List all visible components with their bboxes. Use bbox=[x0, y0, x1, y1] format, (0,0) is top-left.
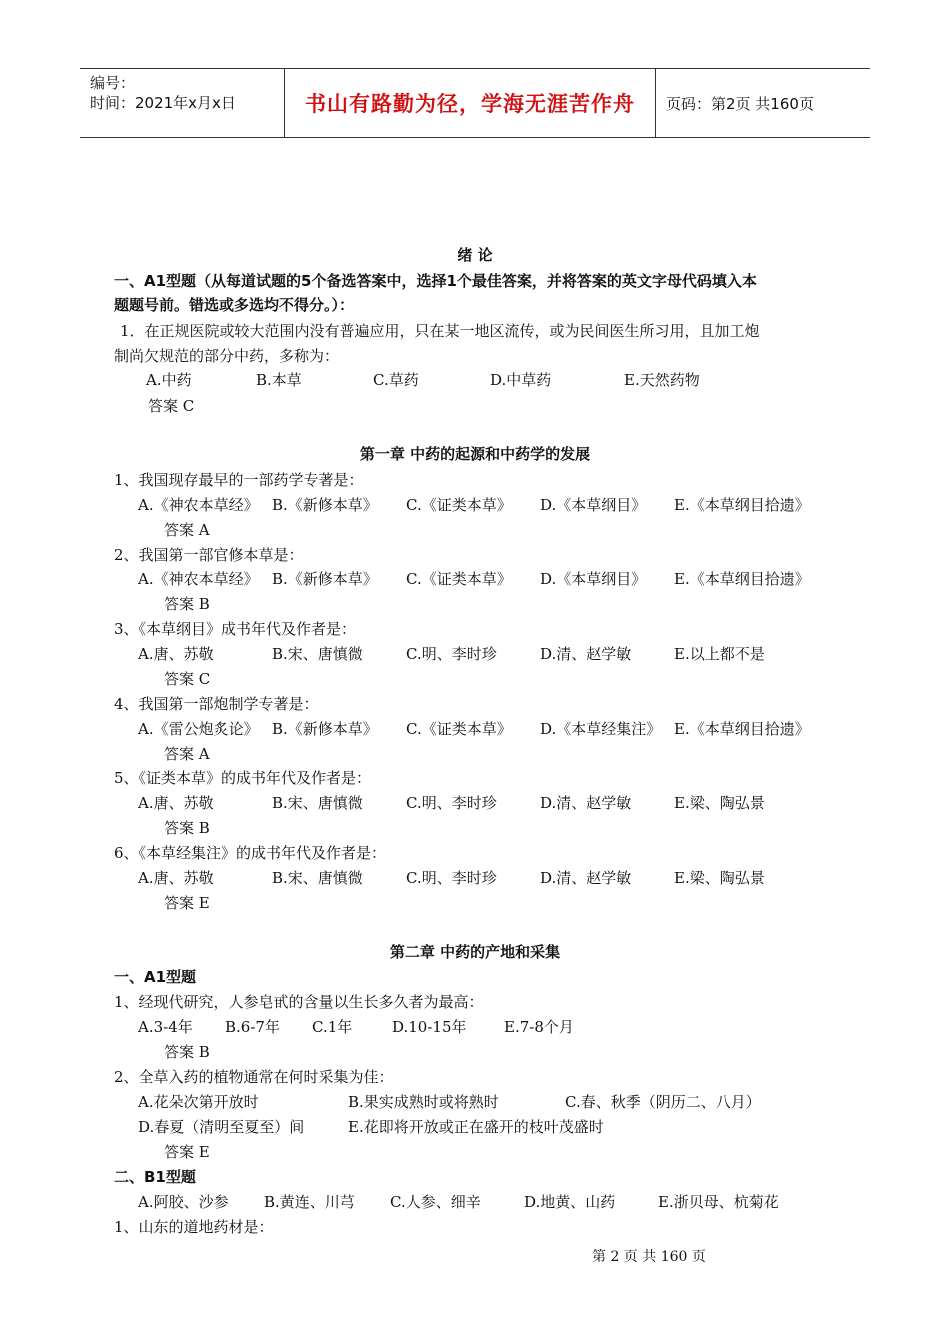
option: A.唐、苏敬 bbox=[138, 869, 214, 887]
option: B.《新修本草》 bbox=[272, 720, 378, 738]
question-stem: 1、经现代研究，人参皂甙的含量以生长多久者为最高： bbox=[114, 993, 484, 1011]
option: B.本草 bbox=[256, 371, 302, 389]
option: C.草药 bbox=[373, 371, 419, 389]
option: B.宋、唐慎微 bbox=[272, 645, 363, 663]
option: D.《本草纲目》 bbox=[540, 570, 647, 588]
intro-q1-line2: 制尚欠规范的部分中药，多称为： bbox=[114, 347, 340, 365]
option: C.《证类本草》 bbox=[406, 496, 512, 514]
option: C.1年 bbox=[312, 1018, 353, 1036]
option: E.以上都不是 bbox=[674, 645, 765, 663]
answer: 答案 B bbox=[164, 1043, 210, 1061]
option: E.《本草纲目拾遗》 bbox=[674, 720, 810, 738]
intro-title: 绪 论 bbox=[457, 246, 493, 264]
option: A.唐、苏敬 bbox=[138, 645, 214, 663]
option: A.唐、苏敬 bbox=[138, 794, 214, 812]
option: A.阿胶、沙参 bbox=[138, 1193, 229, 1211]
option: B.6-7年 bbox=[225, 1018, 280, 1036]
option: D.清、赵学敏 bbox=[540, 645, 632, 663]
option: D.10-15年 bbox=[392, 1018, 467, 1036]
intro-section: 一、A1型题（从每道试题的5个备选答案中，选择1个最佳答案，并将答案的英文字母代码填入本 bbox=[114, 272, 757, 290]
question-stem: 1、山东的道地药材是： bbox=[114, 1218, 274, 1236]
number-label: 编号： bbox=[90, 74, 136, 92]
option: D.春夏（清明至夏至）间 bbox=[138, 1118, 305, 1136]
option: E.浙贝母、杭菊花 bbox=[658, 1193, 779, 1211]
answer: 答案 B bbox=[164, 595, 210, 613]
header-motto: 书山有路勤为径，学海无涯苦作舟 bbox=[284, 69, 656, 137]
intro-q1-line1: 1．在正规医院或较大范围内没有普遍应用，只在某一地区流传，或为民间医生所习用，且加工炮 bbox=[120, 322, 760, 340]
question-stem: 2、全草入药的植物通常在何时采集为佳： bbox=[114, 1068, 394, 1086]
chapter1-title: 第一章 中药的起源和中药学的发展 bbox=[359, 445, 591, 463]
answer: 答案 A bbox=[164, 521, 210, 539]
option: A.《神农本草经》 bbox=[138, 496, 259, 514]
option: A.3-4年 bbox=[138, 1018, 193, 1036]
option: A.花朵次第开放时 bbox=[138, 1093, 259, 1111]
page-header bbox=[80, 68, 870, 138]
option: A.中药 bbox=[146, 371, 192, 389]
option: E.花即将开放或正在盛开的枝叶茂盛时 bbox=[348, 1118, 604, 1136]
question-stem: 3、《本草纲目》成书年代及作者是： bbox=[114, 620, 357, 638]
option: E.《本草纲目拾遗》 bbox=[674, 570, 810, 588]
question-stem: 6、《本草经集注》的成书年代及作者是： bbox=[114, 844, 387, 862]
question-stem: 2、我国第一部官修本草是： bbox=[114, 546, 304, 564]
question-stem: 5、《证类本草》的成书年代及作者是： bbox=[114, 769, 372, 787]
option: C.《证类本草》 bbox=[406, 570, 512, 588]
option: A.《神农本草经》 bbox=[138, 570, 259, 588]
option: D.《本草纲目》 bbox=[540, 496, 647, 514]
date-label: 时间：2021年x月x日 bbox=[90, 94, 236, 112]
option: E.《本草纲目拾遗》 bbox=[674, 496, 810, 514]
option: B.宋、唐慎微 bbox=[272, 794, 363, 812]
section-b1: 二、B1型题 bbox=[114, 1168, 196, 1186]
option: A.《雷公炮炙论》 bbox=[138, 720, 259, 738]
option: C.《证类本草》 bbox=[406, 720, 512, 738]
question-stem: 4、我国第一部炮制学专著是： bbox=[114, 695, 319, 713]
page-footer: 第 2 页 共 160 页 bbox=[592, 1249, 706, 1265]
intro-q1-answer: 答案 C bbox=[148, 397, 195, 415]
option: E.天然药物 bbox=[624, 371, 700, 389]
option: D.清、赵学敏 bbox=[540, 794, 632, 812]
option: E.7-8个月 bbox=[504, 1018, 574, 1036]
option: B.黄连、川芎 bbox=[264, 1193, 355, 1211]
option: E.梁、陶弘景 bbox=[674, 794, 765, 812]
option: B.果实成熟时或将熟时 bbox=[348, 1093, 499, 1111]
answer: 答案 B bbox=[164, 819, 210, 837]
header-page-info: 页码：第2页 共160页 bbox=[666, 94, 814, 113]
section-a1: 一、A1型题 bbox=[114, 968, 197, 986]
option: E.梁、陶弘景 bbox=[674, 869, 765, 887]
option: D.中草药 bbox=[490, 371, 552, 389]
option: D.《本草经集注》 bbox=[540, 720, 662, 738]
answer: 答案 E bbox=[164, 1143, 210, 1161]
answer: 答案 A bbox=[164, 745, 210, 763]
option: B.《新修本草》 bbox=[272, 570, 378, 588]
header-meta bbox=[80, 69, 284, 137]
option: B.《新修本草》 bbox=[272, 496, 378, 514]
option: C.明、李时珍 bbox=[406, 794, 497, 812]
option: D.地黄、山药 bbox=[524, 1193, 616, 1211]
answer: 答案 E bbox=[164, 894, 210, 912]
chapter2-title: 第二章 中药的产地和采集 bbox=[389, 943, 561, 961]
option: B.宋、唐慎微 bbox=[272, 869, 363, 887]
option: C.明、李时珍 bbox=[406, 645, 497, 663]
answer: 答案 C bbox=[164, 670, 211, 688]
option: C.明、李时珍 bbox=[406, 869, 497, 887]
intro-section-cont: 题题号前。错选或多选均不得分。）： bbox=[114, 296, 355, 314]
option: C.春、秋季（阴历二、八月） bbox=[565, 1093, 761, 1111]
option: C.人参、细辛 bbox=[390, 1193, 481, 1211]
question-stem: 1、我国现存最早的一部药学专著是： bbox=[114, 471, 364, 489]
option: D.清、赵学敏 bbox=[540, 869, 632, 887]
